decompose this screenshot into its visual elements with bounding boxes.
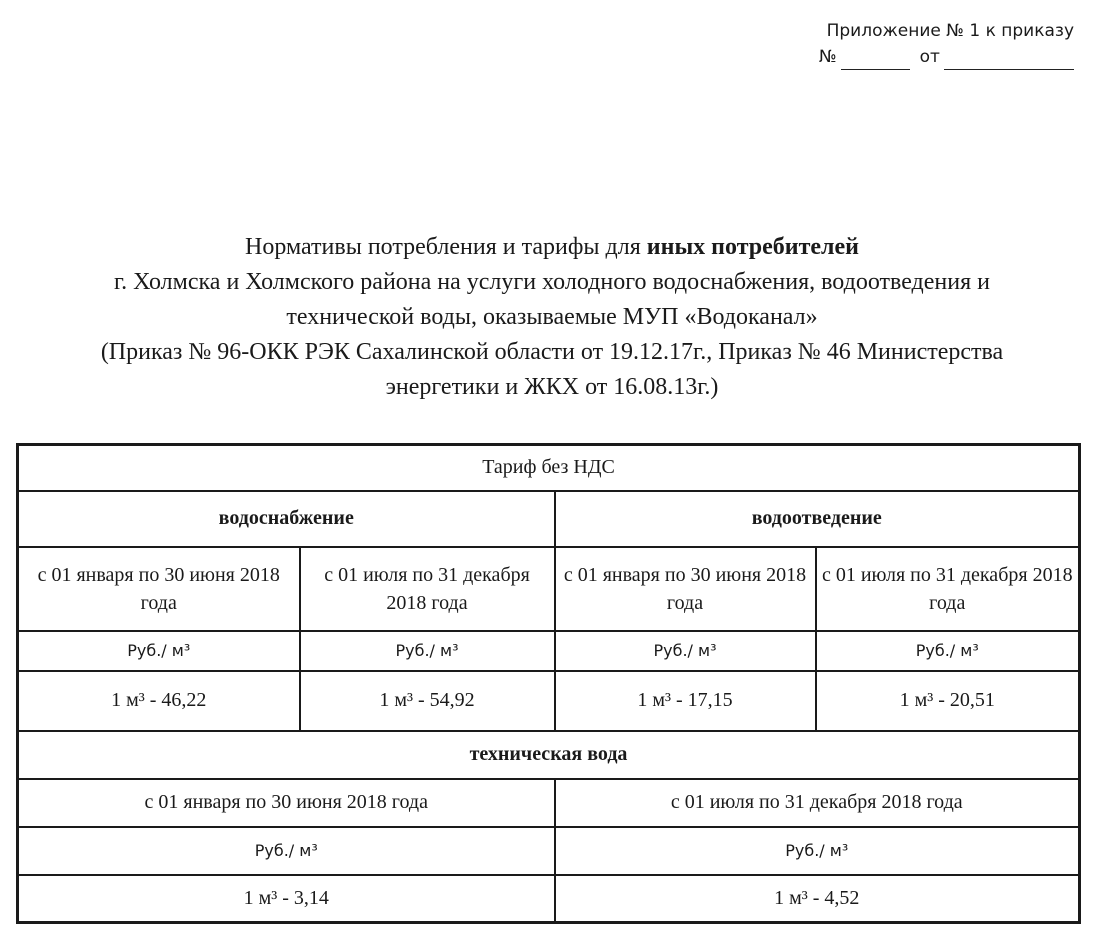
period-row [18,547,1080,631]
tariff-table [16,443,1081,924]
from-label: от [919,47,940,67]
table-title: Тариф без НДС [18,445,1080,491]
unit-tw-h1: Руб./ м³ [18,827,555,875]
value-tw-h2: 1 м³ - 4,52 [555,875,1080,923]
value-row [18,671,1080,731]
period-ws-h2: с 01 июля по 31 декабря 2018 года [300,547,555,631]
period-tw-h1: с 01 января по 30 июня 2018 года [18,779,555,827]
section-water-supply: водоснабжение [18,491,555,547]
heading-line-2: г. Холмска и Холмского района на услуги холодного водоснабжения, водоотведения и [114,269,990,295]
heading-line-1-bold: иных потребителей [646,234,859,260]
value-tw-h1: 1 м³ - 3,14 [18,875,555,923]
unit-row [18,631,1080,671]
period-ws-h1: с 01 января по 30 июня 2018 года [18,547,300,631]
period-dr-h1: с 01 января по 30 июня 2018 года [555,547,816,631]
table-title-row [18,445,1080,491]
technical-water-row [18,731,1080,779]
unit-tw-h2: Руб./ м³ [555,827,1080,875]
unit-dr-h1: Руб./ м³ [555,631,816,671]
section-technical-water: техническая вода [18,731,1080,779]
heading-line-4: (Приказ № 96-ОКК РЭК Сахалинской области от 19.12.17г., Приказ № 46 Министерства [100,339,1004,365]
order-date-blank [944,51,1074,70]
heading-line-1 [0,230,1104,265]
order-number-blank [841,51,910,70]
heading-line-5: энергетики и ЖКХ от 16.08.13г.) [385,374,719,400]
unit-ws-h1: Руб./ м³ [18,631,300,671]
value-ws-h2: 1 м³ - 54,92 [300,671,555,731]
heading-line-3: технической воды, оказываемые МУП «Водоканал» [286,304,818,330]
document-heading [0,230,1104,405]
value-dr-h2: 1 м³ - 20,51 [816,671,1080,731]
tw-period-row [18,779,1080,827]
value-dr-h1: 1 м³ - 17,15 [555,671,816,731]
number-label: № [819,47,837,67]
period-tw-h2: с 01 июля по 31 декабря 2018 года [555,779,1080,827]
section-row [18,491,1080,547]
tw-unit-row [18,827,1080,875]
appendix-title: Приложение № 1 к приказу [826,21,1074,41]
heading-line-1-plain: Нормативы потребления и тарифы для [245,234,647,260]
unit-ws-h2: Руб./ м³ [300,631,555,671]
appendix-header [819,18,1074,70]
section-drainage: водоотведение [555,491,1080,547]
value-ws-h1: 1 м³ - 46,22 [18,671,300,731]
unit-dr-h2: Руб./ м³ [816,631,1080,671]
order-number-line [819,44,1074,70]
tw-value-row [18,875,1080,923]
period-dr-h2: с 01 июля по 31 декабря 2018 года [816,547,1080,631]
